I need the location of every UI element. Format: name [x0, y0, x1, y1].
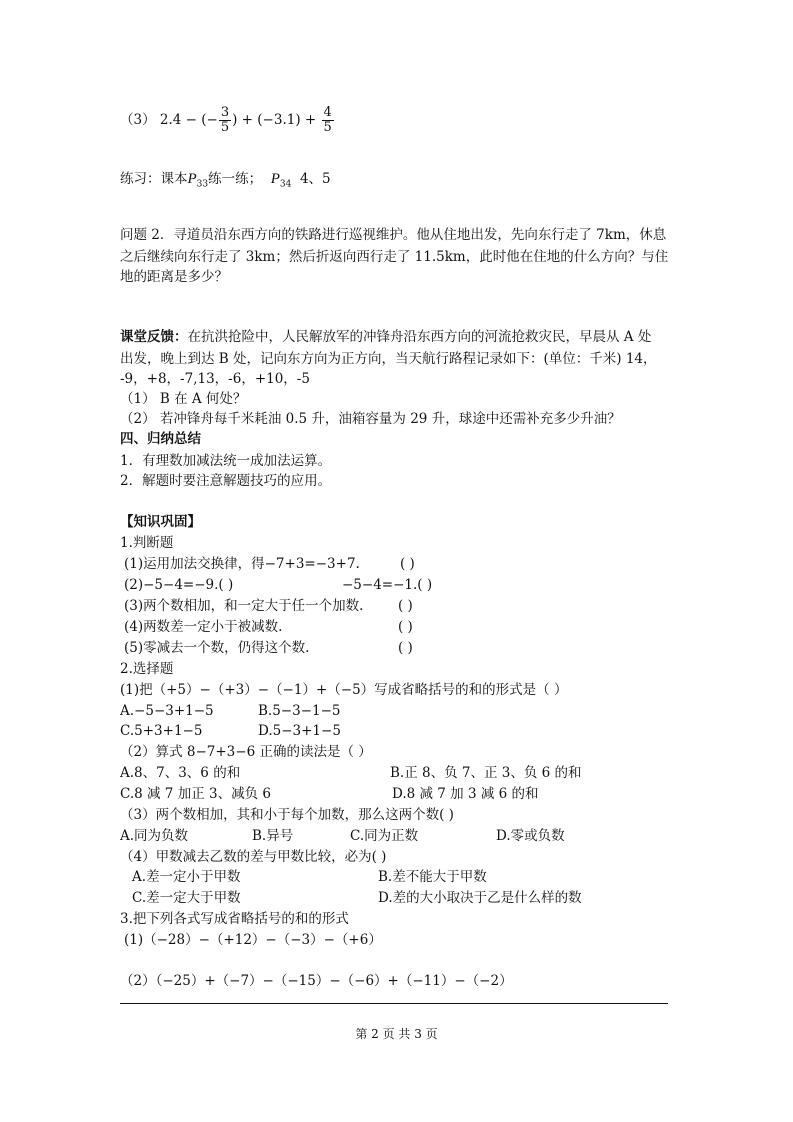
choice-option: B.正 8、负 7、正 3、负 6 的和 [390, 765, 582, 781]
feedback-question: （1） B 在 A 何处？ [120, 391, 247, 407]
problem-2-line: 问题 2．寻道员沿东西方向的铁路进行巡视维护。他从住地出发，先向东行走了 7km，休息 [120, 227, 667, 243]
feedback-line: 课堂反馈：在抗洪抢险中，人民解放军的冲锋舟沿东西方向的河流抢救灾民，早晨从 A 处 [120, 329, 652, 345]
summary-item: 2．解题时要注意解题技巧的应用。 [120, 473, 332, 489]
judge-answer: ( ) [400, 556, 415, 572]
choice-option: C.差一定大于甲数 [132, 890, 241, 906]
judge-item: (2)−5−4=−9.( ) [124, 577, 234, 593]
choice-option: B.差不能大于甲数 [378, 869, 487, 885]
choice-title: 2.选择题 [120, 661, 174, 677]
judge-item: (1)运用加法交换律，得−7+3=−3+7. [124, 556, 360, 572]
choice-option: D.差的大小取决于乙是什么样的数 [378, 890, 582, 906]
choice-option: A.差一定小于甲数 [132, 869, 241, 885]
judge-title: 1.判断题 [120, 535, 174, 551]
judge-item: (5)零减去一个数，仍得这个数. [124, 640, 310, 656]
fraction: $\frac{4}{5}$ [323, 105, 332, 135]
judge-answer: ( ) [398, 640, 413, 656]
choice-option: B.5−3−1−5 [258, 703, 341, 719]
consolidate-heading: 【知识巩固】 [120, 514, 201, 530]
summary-heading: 四、归纳总结 [120, 431, 201, 447]
choice-question: （2）算式 8−7+3−6 正确的读法是（ ） [120, 744, 372, 760]
choice-option: C.8 减 7 加正 3、减负 6 [120, 786, 271, 802]
choice-option: D.8 减 7 加 3 减 6 的和 [392, 786, 539, 802]
choice-question: （3）两个数相加，其和小于每个加数，那么这两个数( ) [120, 807, 454, 823]
problem-2-line: 地的距离是多少？ [120, 269, 228, 285]
footer-divider [120, 1003, 668, 1004]
choice-question: (1)把（+5）−（+3）−（−1）+（−5）写成省略括号的和的形式是（ ） [120, 682, 568, 698]
choice-option: A.同为负数 [120, 828, 189, 844]
choice-option: D.5−3+1−5 [258, 723, 341, 739]
choice-question: （4）甲数减去乙数的差与甲数比较，必为( ) [120, 849, 387, 865]
judge-item: −5−4=−1.( ) [342, 577, 433, 593]
feedback-question: （2） 若冲锋舟每千米耗油 0.5 升，油箱容量为 29 升，球途中还需补充多少升油？ [120, 411, 621, 427]
summary-item: 1．有理数加减法统一成加法运算。 [120, 453, 332, 469]
choice-option: B.异号 [252, 828, 294, 844]
judge-item: (4)两数差一定小于被减数. [124, 619, 283, 635]
choice-option: C.5+3+1−5 [120, 723, 203, 739]
feedback-line: -9，+8，-7,13，-6，+10，-5 [120, 371, 310, 387]
choice-option: A.8、7、3、6 的和 [120, 765, 241, 781]
fraction: $\frac{3}{5}$ [220, 105, 230, 135]
judge-answer: ( ) [398, 598, 413, 614]
page-footer: 第 2 页 共 3 页 [355, 1027, 438, 1041]
judge-answer: ( ) [398, 619, 413, 635]
choice-option: D.零或负数 [496, 828, 565, 844]
choice-option: C.同为正数 [350, 828, 419, 844]
problem-2-line: 之后继续向东行走了 3km；然后折返向西行走了 11.5km，此时他在住地的什么方向？与住 [120, 249, 669, 265]
practice-line: 练习：课本$P_{33}$练一练； $P_{34}$ 4、5 [120, 171, 331, 190]
choice-option: A.−5−3+1−5 [120, 703, 214, 719]
judge-item: (3)两个数相加，和一定大于任一个加数. [124, 598, 364, 614]
rewrite-item: （2）（−25）+（−7）−（−15）−（−6）+（−11）−（−2） [120, 973, 513, 989]
rewrite-item: (1)（−28）−（+12）−（−3）−（+6） [124, 932, 382, 948]
rewrite-title: 3.把下列各式写成省略括号的和的形式 [120, 911, 349, 927]
feedback-line: 出发，晚上到达 B 处，记向东方向为正方向，当天航行路程记录如下：(单位：千米) 14， [120, 351, 657, 367]
exercise-3: （3） 2.4 − (− $\frac{3}{5}$ ) + (−3.1) + $\frac{4}{5}$ [120, 105, 332, 135]
